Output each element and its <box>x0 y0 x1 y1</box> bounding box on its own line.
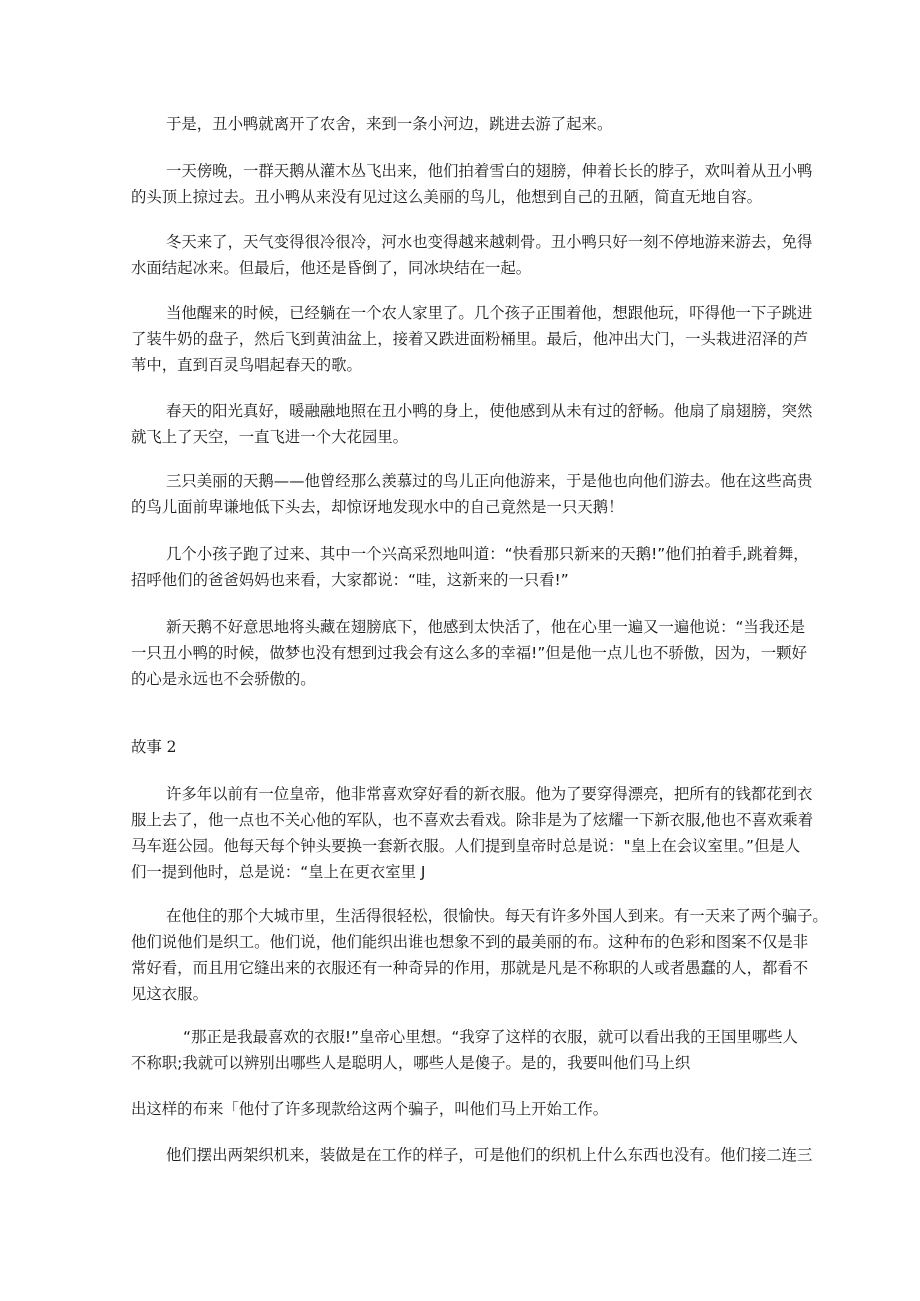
text-line: 苇中，直到百灵鸟唱起春天的歌。 <box>131 356 362 374</box>
text-line: 服上去了，他一点也不关心他的军队，也不喜欢去看戏。除非是为了炫耀一下新衣服,他也不喜欢乘着 <box>131 811 814 829</box>
text-line: 他们摆出两架织机来，装做是在工作的样子，可是他们的织机上什么东西也没有。他们接二连三 <box>166 1146 813 1164</box>
text-line: 的头顶上掠过去。丑小鸭从来没有见过这么美丽的鸟儿，他想到自己的丑陋，简直无地自容。 <box>131 188 763 206</box>
text-line: 了装牛奶的盘子，然后飞到黄油盆上，接着又跌进面粉桶里。最后，他冲出大门，一头栽进沼泽的芦 <box>131 330 809 348</box>
text-line: 招呼他们的爸爸妈妈也来看，大家都说：“哇，这新来的一只看!” <box>131 571 569 589</box>
text-line: 当他醒来的时候，已经躺在一个农人家里了。几个孩子正围着他，想跟他玩，吓得他一下子跳进 <box>166 304 813 322</box>
text-line: 于是，丑小鸭就离开了农舍，来到一条小河边，跳进去游了起来。 <box>166 115 613 133</box>
paragraph-5 <box>131 398 813 450</box>
text-line: 冬天来了，天气变得很冷很冷，河水也变得越来越刺骨。丑小鸭只好一刻不停地游来游去，免得 <box>166 233 813 251</box>
text-line: 见这衣服。 <box>131 985 208 1003</box>
text-line: 新天鹅不好意思地将头藏在翅膀底下，他感到太快活了，他在心里一遍又一遍他说：“当我还是 <box>166 618 805 636</box>
paragraph-1 <box>131 111 795 137</box>
paragraph-10 <box>131 903 828 1007</box>
text-line: 就飞上了天空，一直飞进一个大花园里。 <box>131 428 409 446</box>
text-line: 一只丑小鸭的时候，做梦也没有想到过我会有这么多的幸福!”但是他一点儿也不骄傲，因为，一颗好 <box>131 644 807 662</box>
text-line: 的鸟儿面前卑谦地低下头去，却惊讶地发现水中的自己竟然是一只天鹅！ <box>131 498 624 516</box>
story-heading: 故事 2 <box>131 738 177 756</box>
text-line: 在他住的那个大城市里，生活得很轻松，很愉快。每天有许多外国人到来。有一天来了两个骗子。 <box>166 907 828 925</box>
paragraph-4 <box>131 300 813 378</box>
text-line: 他们说他们是织工。他们说，他们能织出谁也想象不到的最美丽的布。这种布的色彩和图案不仅是非 <box>131 933 809 951</box>
text-line: 春天的阳光真好，暖融融地照在丑小鸭的身上，使他感到从未有过的舒畅。他扇了扇翅膀，突然 <box>166 402 813 420</box>
paragraph-11 <box>131 1024 798 1076</box>
text-line: 许多年以前有一位皇帝，他非常喜欢穿好看的新衣服。他为了要穿得漂亮，把所有的钱都花到衣 <box>166 785 813 803</box>
text-line: “那正是我最喜欢的衣服!”皇帝心里想。“我穿了这样的衣服，就可以看出我的王国里哪些人 <box>183 1028 798 1046</box>
paragraph-6 <box>131 468 813 520</box>
text-line: 的心是永远也不会骄傲的。 <box>131 670 316 688</box>
text-line: 们一提到他时，总是说：“皇上在更衣室里 J <box>131 863 426 881</box>
paragraph-13 <box>131 1142 813 1168</box>
paragraph-7 <box>131 541 809 593</box>
text-line: 几个小孩子跑了过来、其中一个兴高采烈地叫道：“快看那只新来的天鹅!”他们拍着手,跳着舞， <box>166 545 809 563</box>
paragraph-2 <box>131 158 813 210</box>
text-line: 三只美丽的天鹅——他曾经那么羡慕过的鸟儿正向他游来，于是他也向他们游去。他在这些高贵 <box>166 472 813 490</box>
text-line: 不称职;我就可以辨别出哪些人是聪明人，哪些人是傻子。是的，我要叫他们马上织 <box>131 1054 691 1072</box>
paragraph-8 <box>131 614 807 692</box>
text-line: 常好看，而且用它缝出来的衣服还有一种奇异的作用，那就是凡是不称职的人或者愚蠢的人，都看不 <box>131 959 809 977</box>
text-line: 出这样的布来「他付了许多现款给这两个骗子，叫他们马上开始工作。 <box>131 1100 609 1118</box>
paragraph-12 <box>131 1096 795 1122</box>
text-line: 一天傍晚，一群天鹅从灌木丛飞出来，他们拍着雪白的翅膀，伸着长长的脖子，欢叫着从丑小鸭 <box>166 162 813 180</box>
paragraph-9 <box>131 781 814 885</box>
paragraph-3 <box>131 229 813 281</box>
text-line: 马车逛公园。他每天每个钟头要换一套新衣服。人们提到皇帝时总是说："皇上在会议室里。”但是人 <box>131 837 801 855</box>
text-line: 水面结起冰来。但最后，他还是昏倒了，同冰块结在一起。 <box>131 259 532 277</box>
